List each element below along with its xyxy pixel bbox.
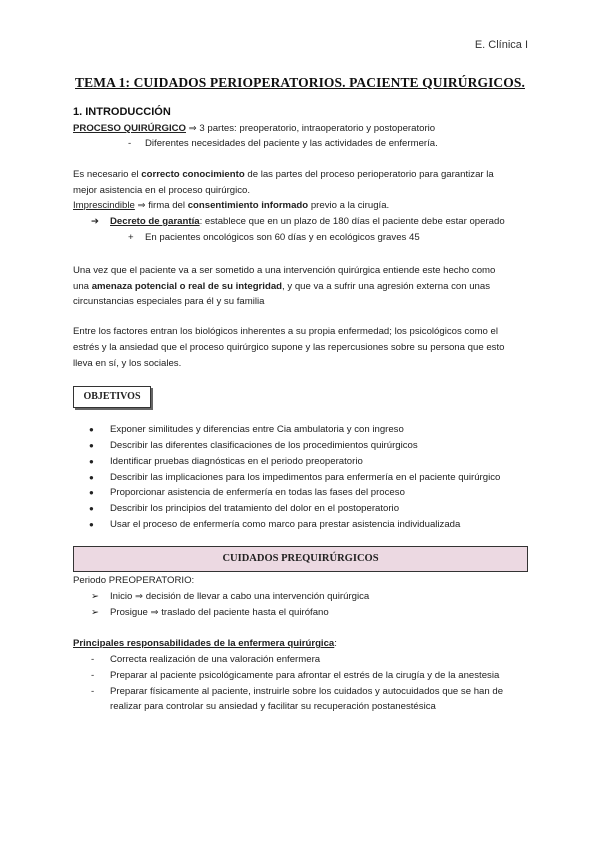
objetivo-item: Describir los principios del tratamiento del dolor en el postoperatorio (110, 503, 400, 514)
decreto-sub: En pacientes oncológicos son 60 días y en ecológicos graves 45 (145, 232, 420, 243)
proceso-text: ⇒ 3 partes: preoperatorio, intraoperatorio y postoperatorio (186, 123, 436, 134)
decreto-text: : establece que en un plazo de 180 días el paciente debe estar operado (199, 216, 505, 227)
responsabilidades-title (73, 637, 337, 650)
responsabilidad-item: Correcta realización de una valoración enfermera (110, 654, 321, 665)
proceso-line (73, 122, 435, 135)
p1-text-c: de las partes del proceso perioperatorio para garantizar la (244, 169, 494, 180)
objetivo-item: Exponer similitudes y diferencias entre Cia ambulatoria y con ingreso (110, 424, 404, 435)
responsabilidad-item: Preparar al paciente psicológicamente para afrontar el estrés de la cirugía y de la anestesia (110, 670, 500, 681)
objetivo-item: Describir las diferentes clasificaciones de los procedimientos quirúrgicos (110, 440, 418, 451)
imprescindible-label: Imprescindible (73, 200, 135, 211)
bullet-icon: ● (89, 488, 94, 497)
bullet-icon: ● (89, 473, 94, 482)
p2-text-b: una (73, 281, 92, 292)
proceso-sub-dash: - (128, 138, 132, 149)
bullet-icon: ● (89, 457, 94, 466)
p1-bold: correcto conocimiento (141, 169, 245, 180)
paragraph-amenaza-2 (73, 280, 490, 293)
responsabilidades-colon: : (334, 638, 337, 649)
paragraph-factores-2: estrés y la ansiedad que el proceso quirúrgico supone y las repercusiones sobre su persona que esto (73, 342, 505, 353)
objetivo-item: Proporcionar asistencia de enfermería en todas las fases del proceso (110, 487, 405, 498)
responsabilidades-title-text: Principales responsabilidades de la enfermera quirúrgica (73, 638, 335, 649)
bullet-icon: ● (89, 520, 94, 529)
paragraph-amenaza-1: Una vez que el paciente va a ser sometido a una intervención quirúrgica entiende este hecho como (73, 265, 496, 276)
imprescindible-line (73, 199, 389, 212)
fase-item: Prosigue ⇒ traslado del paciente hasta el quirófano (110, 607, 329, 618)
imprescindible-text-a: ⇒ firma del (134, 200, 188, 211)
responsabilidad-item-cont: realizar para controlar su ansiedad y facilitar su recuperación postanestésica (110, 701, 436, 712)
objetivos-heading-box: OBJETIVOS (73, 386, 151, 408)
paragraph-factores-1: Entre los factores entran los biológicos inherentes a su propia enfermedad; los psicológicos como el (73, 326, 499, 337)
objetivo-item: Describir las implicaciones para los impedimentos para enfermería en el paciente quirúrgico (110, 472, 501, 483)
arrowhead-icon: ➢ (91, 591, 100, 602)
document-header-tag: E. Clínica I (474, 39, 528, 51)
proceso-sub: Diferentes necesidades del paciente y las actividades de enfermería. (145, 138, 438, 149)
decreto-line (110, 215, 505, 228)
paragraph-conocimiento (73, 168, 494, 181)
arrow-icon: ➔ (91, 216, 100, 227)
section-heading-introduccion: 1. INTRODUCCIÓN (73, 106, 171, 118)
p1-text-a: Es necesario el (73, 169, 142, 180)
dash-icon: - (91, 654, 95, 665)
p2-text-d: , y que va a sufrir una agresión externa con unas (282, 281, 491, 292)
paragraph-amenaza-3: circunstancias especiales para él y su familia (73, 296, 265, 307)
objetivo-item: Usar el proceso de enfermería como marco para prestar asistencia individualizada (110, 519, 461, 530)
imprescindible-text-c: previo a la cirugía. (308, 200, 390, 211)
proceso-label: PROCESO QUIRÚRGICO (73, 123, 187, 134)
periodo-label: Periodo PREOPERATORIO: (73, 575, 195, 586)
prequirurgicos-heading-box: CUIDADOS PREQUIRÚRGICOS (73, 546, 528, 572)
decreto-label: Decreto de garantía (110, 216, 200, 227)
paragraph-factores-3: lleva en sí, y los sociales. (73, 358, 182, 369)
bullet-icon: ● (89, 504, 94, 513)
page-title: TEMA 1: CUIDADOS PERIOPERATORIOS. PACIENTE QUIRÚRGICOS. (75, 75, 525, 90)
fase-item: Inicio ⇒ decisión de llevar a cabo una intervención quirúrgica (110, 591, 370, 602)
consentimiento-bold: consentimiento informado (187, 200, 309, 211)
dash-icon: - (91, 686, 95, 697)
bullet-icon: ● (89, 425, 94, 434)
paragraph-conocimiento-cont: mejor asistencia en el proceso quirúrgico. (73, 185, 251, 196)
responsabilidad-item: Preparar físicamente al paciente, instruirle sobre los cuidados y autocuidados que se han de (110, 686, 504, 697)
plus-icon: + (128, 232, 134, 243)
objetivo-item: Identificar pruebas diagnósticas en el periodo preoperatorio (110, 456, 363, 467)
bullet-icon: ● (89, 441, 94, 450)
arrowhead-icon: ➢ (91, 607, 100, 618)
p2-bold: amenaza potencial o real de su integridad (91, 281, 283, 292)
dash-icon: - (91, 670, 95, 681)
